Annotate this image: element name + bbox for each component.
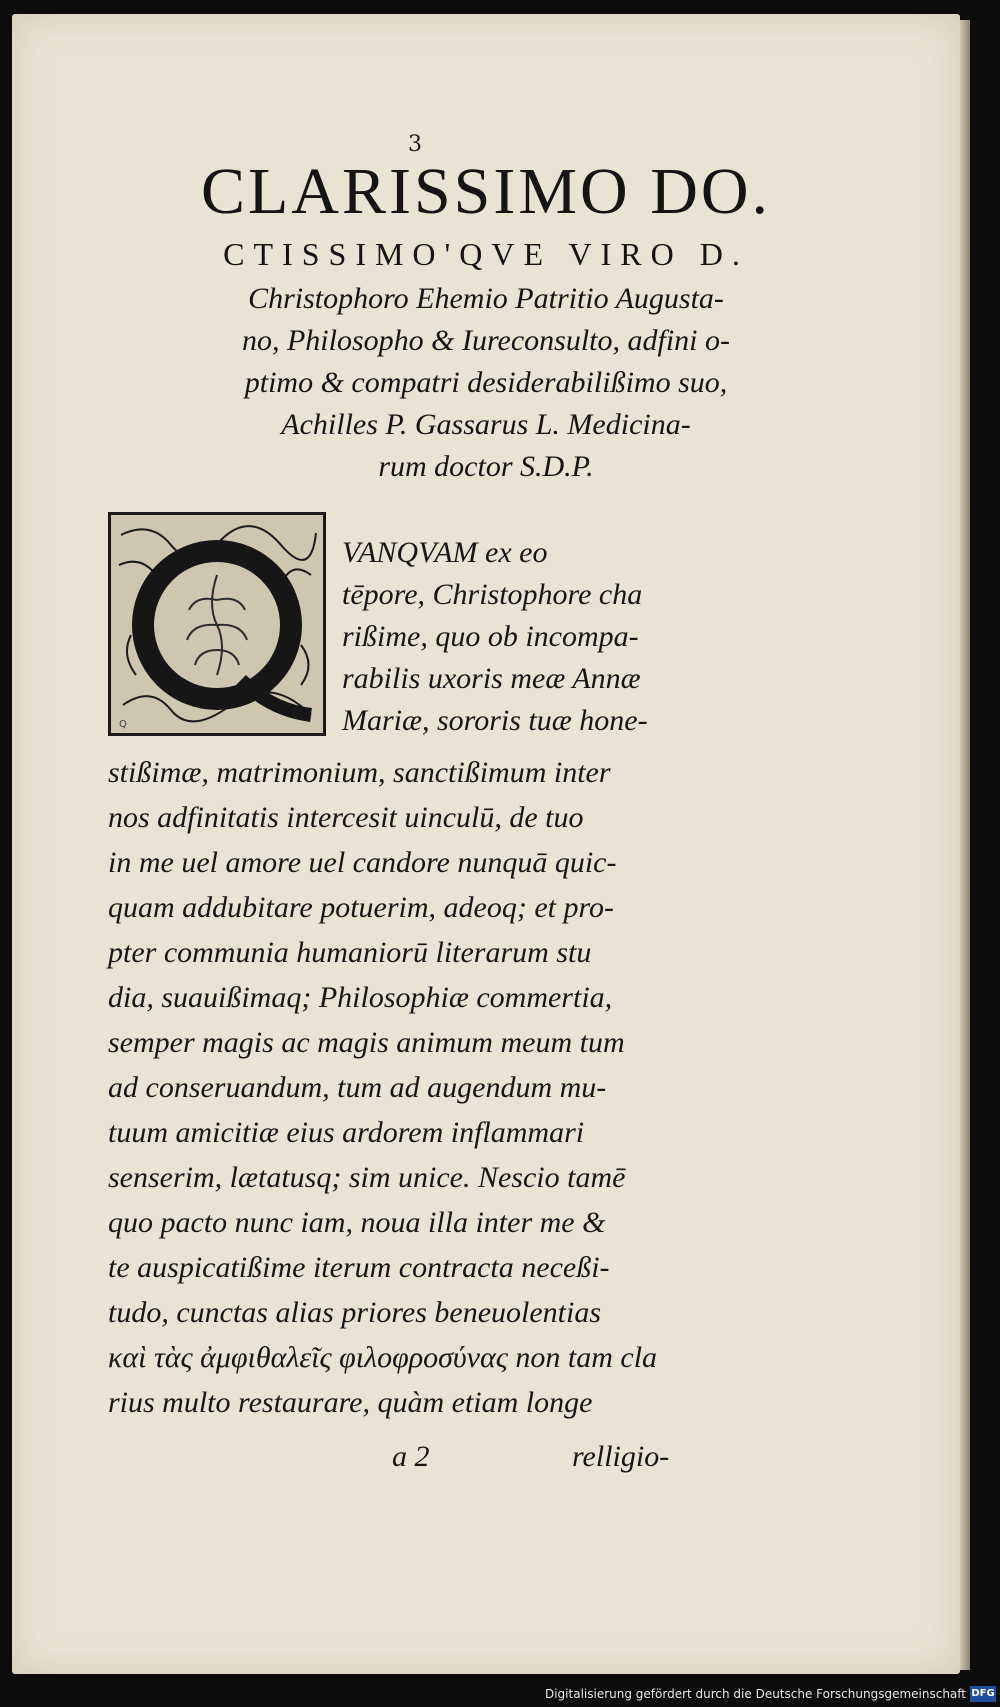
dedication-line: Christophoro Ehemio Patritio Augusta- (248, 282, 724, 315)
body-line: tudo, cunctas alias priores beneuolentias (108, 1296, 602, 1329)
body-line: quam addubitare potuerim, adeoq; et pro- (108, 891, 615, 924)
body-line: senserim, lætatusq; sim unice. Nescio tamē (108, 1161, 626, 1194)
body-line: in me uel amore uel candore nunquā quic- (108, 846, 617, 879)
digitization-credit: Digitalisierung gefördert durch die Deutsche Forschungsgemeinschaft (544, 1687, 966, 1701)
initial-letter: Q (119, 719, 127, 730)
body-line: pter communia humaniorū literarum stu (108, 936, 592, 969)
body-line: καὶ τὰς ἀμφιθαλεῖς φιλοφροσύνας non tam cla (108, 1341, 658, 1374)
body-line: stißimæ, matrimonium, sanctißimum inter (108, 756, 611, 789)
folio-number: 3 (408, 132, 422, 157)
body-line: VANQVAM ex eo (342, 536, 548, 569)
decorated-initial (108, 512, 326, 736)
body-line: semper magis ac magis animum meum tum (108, 1026, 625, 1059)
body-line: quo pacto nunc iam, noua illa inter me & (108, 1206, 606, 1239)
title-line-2: CTISSIMO'QVE VIRO D. (223, 236, 749, 272)
woodcut-initial-q-icon (111, 515, 323, 733)
signature-mark: a 2 (392, 1440, 430, 1473)
title-line-1: CLARISSIMO DO. (200, 155, 772, 228)
body-line: rius multo restaurare, quàm etiam longe (108, 1386, 593, 1419)
page-edge (960, 20, 970, 1670)
body-line: ad conseruandum, tum ad augendum mu- (108, 1071, 607, 1104)
body-line: rabilis uxoris meæ Annæ (342, 662, 641, 695)
dedication-line: rum doctor S.D.P. (378, 450, 594, 483)
body-line: tēpore, Christophore cha (342, 578, 643, 611)
catchword: relligio- (572, 1440, 670, 1473)
body-line: tuum amicitiæ eius ardorem inflammari (108, 1116, 585, 1149)
dedication-line: Achilles P. Gassarus L. Medicina- (281, 408, 691, 441)
body-line: nos adfinitatis intercesit uinculū, de tuo (108, 801, 584, 834)
body-line: dia, suauißimaq; Philosophiæ commertia, (108, 981, 613, 1014)
dfg-logo-icon: DFG (970, 1686, 996, 1702)
dedication-line: no, Philosopho & Iureconsulto, adfini o- (241, 324, 731, 357)
body-line: rißime, quo ob incompa- (342, 620, 639, 653)
footer-bar (0, 1677, 1000, 1707)
body-line: Mariæ, sororis tuæ hone- (342, 704, 648, 737)
dedication-line: ptimo & compatri desiderabilißimo suo, (244, 366, 728, 399)
body-line: te auspicatißime iterum contracta neceßi- (108, 1251, 610, 1284)
book-page (12, 14, 960, 1674)
